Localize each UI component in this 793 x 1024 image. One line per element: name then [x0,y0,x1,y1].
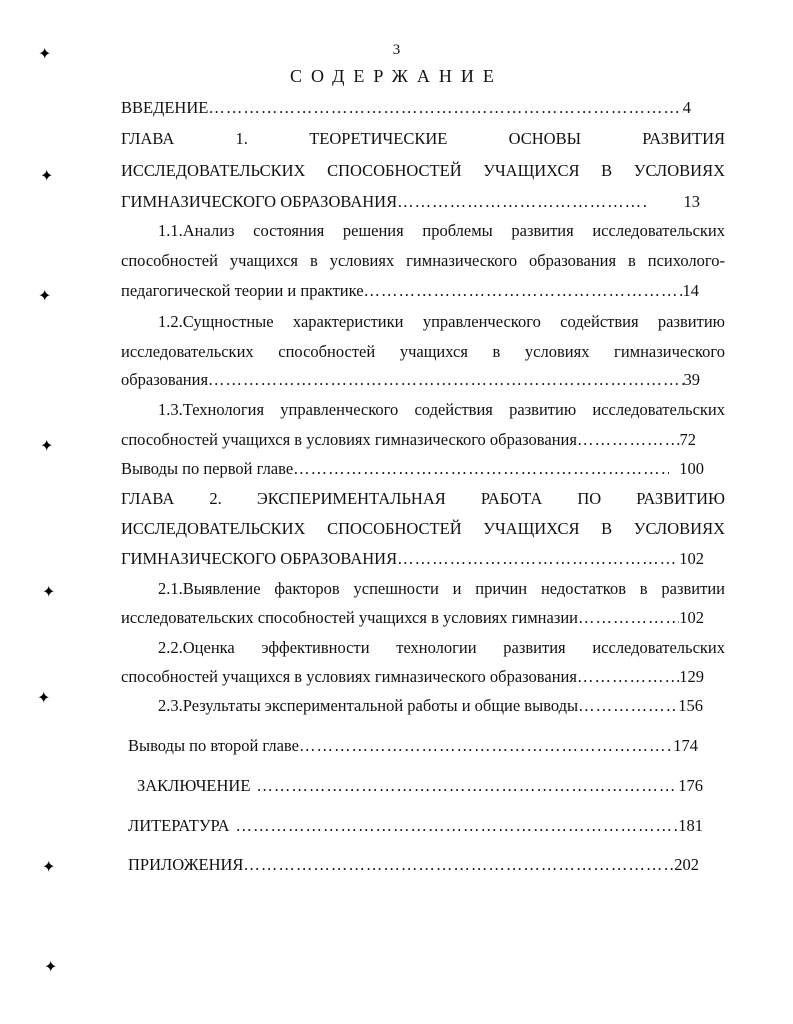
punch-mark-icon: ✦ [42,584,56,601]
toc-page-number: 129 [679,667,704,686]
toc-entry-text: образования [121,370,209,389]
toc-section-2-1-line2[interactable] [121,607,704,629]
toc-page-number: 39 [683,370,700,389]
toc-page-number: 100 [679,459,704,478]
toc-entry-literature[interactable] [128,815,703,837]
toc-page-number: 156 [678,696,703,715]
toc-section-2-1-line1[interactable]: 2.1.Выявление факторов успешности и причин недостатков в развитии [158,579,725,598]
leader-dots [397,548,679,570]
leader-dots [577,666,679,688]
toc-chapter2-line2[interactable]: ИССЛЕДОВАТЕЛЬСКИХ СПОСОБНОСТЕЙ УЧАЩИХСЯ В УСЛОВИЯХ [121,519,725,538]
punch-mark-icon: ✦ [38,46,52,63]
toc-entry-text: ЗАКЛЮЧЕНИЕ [137,776,251,795]
toc-chapter1-line1[interactable]: ГЛАВА 1. ТЕОРЕТИЧЕСКИЕ ОСНОВЫ РАЗВИТИЯ [121,129,725,148]
toc-section-1-2-line1[interactable]: 1.2.Сущностные характеристики управленческого содействия развитию [158,312,725,331]
toc-entry-text: исследовательских способностей учащихся в условиях гимназии [121,608,579,627]
leader-dots [236,815,679,837]
toc-page-number: 202 [674,855,699,874]
leader-dots [256,775,678,797]
toc-page-number: 102 [679,608,704,627]
toc-entry-conclusions-ch1[interactable] [121,458,704,480]
toc-chapter1-line2[interactable]: ИССЛЕДОВАТЕЛЬСКИХ СПОСОБНОСТЕЙ УЧАЩИХСЯ В УСЛОВИЯХ [121,161,725,180]
punch-mark-icon: ✦ [42,859,56,876]
toc-entry-text: ГИМНАЗИЧЕСКОГО ОБРАЗОВАНИЯ [121,192,398,211]
toc-entry-text: Выводы по первой главе [121,459,294,478]
toc-entry-text: ВВЕДЕНИЕ [121,98,209,117]
toc-page-number: 174 [673,736,698,755]
toc-page-number: 13 [683,192,700,211]
toc-entry-text: ЛИТЕРАТУРА [128,816,230,835]
toc-page-number: 102 [679,549,704,568]
leader-dots [293,458,669,480]
toc-chapter2-line1[interactable]: ГЛАВА 2. ЭКСПЕРИМЕНТАЛЬНАЯ РАБОТА ПО РАЗВИТИЮ [121,489,725,508]
leader-dots [299,735,673,757]
toc-entry-text: ПРИЛОЖЕНИЯ [128,855,244,874]
leader-dots [208,97,682,119]
toc-section-1-3-line2[interactable] [121,429,696,451]
toc-chapter2-line3[interactable] [121,548,704,570]
punch-mark-icon: ✦ [40,168,54,185]
toc-entry-text: способностей учащихся в условиях гимназического образования [121,430,577,449]
toc-entry-conclusion[interactable] [137,775,703,797]
toc-page-number: 14 [682,281,699,300]
toc-section-1-1-line3[interactable] [121,280,699,302]
punch-mark-icon: ✦ [38,288,52,305]
toc-section-1-2-line2[interactable]: исследовательских способностей учащихся в условиях гимназического [121,342,725,361]
toc-entry-conclusions-ch2[interactable] [128,735,698,757]
toc-page-number: 72 [679,430,696,449]
toc-entry-appendix[interactable] [128,854,699,876]
leader-dots [364,280,683,302]
toc-section-2-2-line1[interactable]: 2.2.Оценка эффективности технологии развития исследовательских [158,638,725,657]
toc-section-2-3[interactable] [158,695,703,717]
leader-dots [577,429,680,451]
page-number: 3 [392,42,401,58]
toc-section-1-3-line1[interactable]: 1.3.Технология управленческого содействия развитию исследовательских [158,400,725,419]
leader-dots [243,854,674,876]
toc-entry-text: Выводы по второй главе [128,736,299,755]
toc-entry-text: способностей учащихся в условиях гимназического образования [121,667,577,686]
leader-dots [397,191,647,213]
toc-section-1-1-line2[interactable]: способностей учащихся в условиях гимназического образования в психолого- [121,251,725,270]
toc-entry-text: 2.3.Результаты экспериментальной работы и общие выводы [158,696,579,715]
page-title: СОДЕРЖАНИЕ [290,66,503,86]
toc-section-2-2-line2[interactable] [121,666,704,688]
toc-section-1-1-line1[interactable]: 1.1.Анализ состояния решения проблемы развития исследовательских [158,221,725,240]
toc-entry-text: ГИМНАЗИЧЕСКОГО ОБРАЗОВАНИЯ [121,549,398,568]
punch-mark-icon: ✦ [44,959,58,976]
leader-dots [208,369,683,391]
punch-mark-icon: ✦ [37,690,51,707]
leader-dots [578,607,679,629]
toc-page-number: 176 [678,776,703,795]
punch-mark-icon: ✦ [40,438,54,455]
toc-section-1-2-line3[interactable] [121,369,700,391]
leader-dots [578,695,678,717]
toc-entry-intro[interactable] [121,97,691,119]
toc-page-number: 4 [682,98,691,117]
toc-page-number: 181 [678,816,703,835]
toc-chapter1-line3[interactable] [121,191,700,213]
toc-entry-text: педагогической теории и практике [121,281,364,300]
